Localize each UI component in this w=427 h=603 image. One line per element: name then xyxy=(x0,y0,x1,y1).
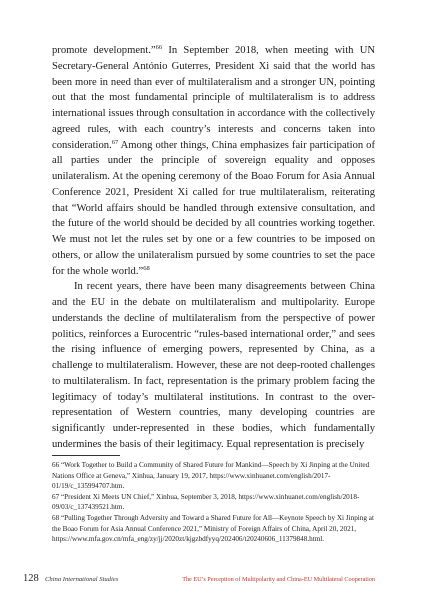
footnote-ref-68[interactable]: 68 xyxy=(143,264,150,272)
paragraph-2: In recent years, there have been many disagreements between China and the EU in the debate on multilateralism and multipolarity. Europe understands the decline of multilateralism from the perspective of power politics, reinforces a Eurocentric “rules-based international order,” and sees the rising influence of emerging powers, represented by China, as a challenge to multilateralism. However, these are not deep-rooted challenges to multilateralism. In fact, representation is the primary problem facing the legitimacy of today’s multilateral institutions. In contrast to the over-representation of Western countries, many developing countries are significantly under-represented in these bodies, which fundamentally undermines the basis of their legitimacy. Equal representation is precisely xyxy=(52,281,375,450)
footnote-66: 66 “Work Together to Build a Community of Shared Future for Mankind—Speech by Xi Jinping at the United Nations Office at Geneva,” Xinhua, January 19, 2017, https://www.xinhuanet.com/english/2017-01/19/c_135994707.htm. xyxy=(52,461,370,491)
footnote-divider xyxy=(52,455,120,456)
footnote-67: 67 “President Xi Meets UN Chief,” Xinhua, September 3, 2018, https://www.xinhuanet.com/english/2018-09/03/c_137439521.htm. xyxy=(52,492,360,512)
footnote-ref-67[interactable]: 67 xyxy=(111,138,119,146)
paragraph-1-part-a: promote development.” xyxy=(52,45,156,56)
paragraph-1-part-b: In September 2018, when meeting with UN Secretary-General António Guterres, President Xi said that the world has been more in need than ever of multilateralism and a stronger UN, pointing out that the most fundamental principle of multilateralism is to address international issues through consultation in accordance with the collectively agreed rules, with each country’s interests and concerns taken into consideration. xyxy=(52,45,375,151)
page-number: 128 xyxy=(23,573,39,584)
running-title: The EU’s Perception of Multipolarity and China-EU Multilateral Cooperation xyxy=(182,576,375,583)
paragraph-1-part-c: Among other things, China emphasizes fair participation of all parties under the principle of sovereign equality and opposes unilateralism. At the opening ceremony of the Boao Forum for Asia Annual Conference 2021, President Xi called for true multilateralism, reiterating that “World affairs should be handled through extensive consultation, and the future of the world should be decided by all countries working together. We must not let the rules set by one or a few countries to be imposed on others, or allow the unilateralism pursued by some countries to set the pace for the whole world.” xyxy=(52,139,375,277)
footnote-68: 68 “Pulling Together Through Adversity and Toward a Shared Future for All—Keynote Speech by Xi Jinping at the Boao Forum for Asia Annual Conference 2021,” Ministry of Foreign Affairs of China, April 20, 2021, https://www.mfa.gov.cn/mfa_eng/zy/jj/2020zt/kjgzbdfyyq/202406/t20240606_11379848.html. xyxy=(52,513,374,544)
paragraph-1 xyxy=(52,43,375,279)
main-text xyxy=(52,43,375,453)
journal-name: China International Studies xyxy=(45,576,119,583)
footnotes xyxy=(52,460,375,545)
footnote-ref-66[interactable]: 66 xyxy=(155,44,163,51)
